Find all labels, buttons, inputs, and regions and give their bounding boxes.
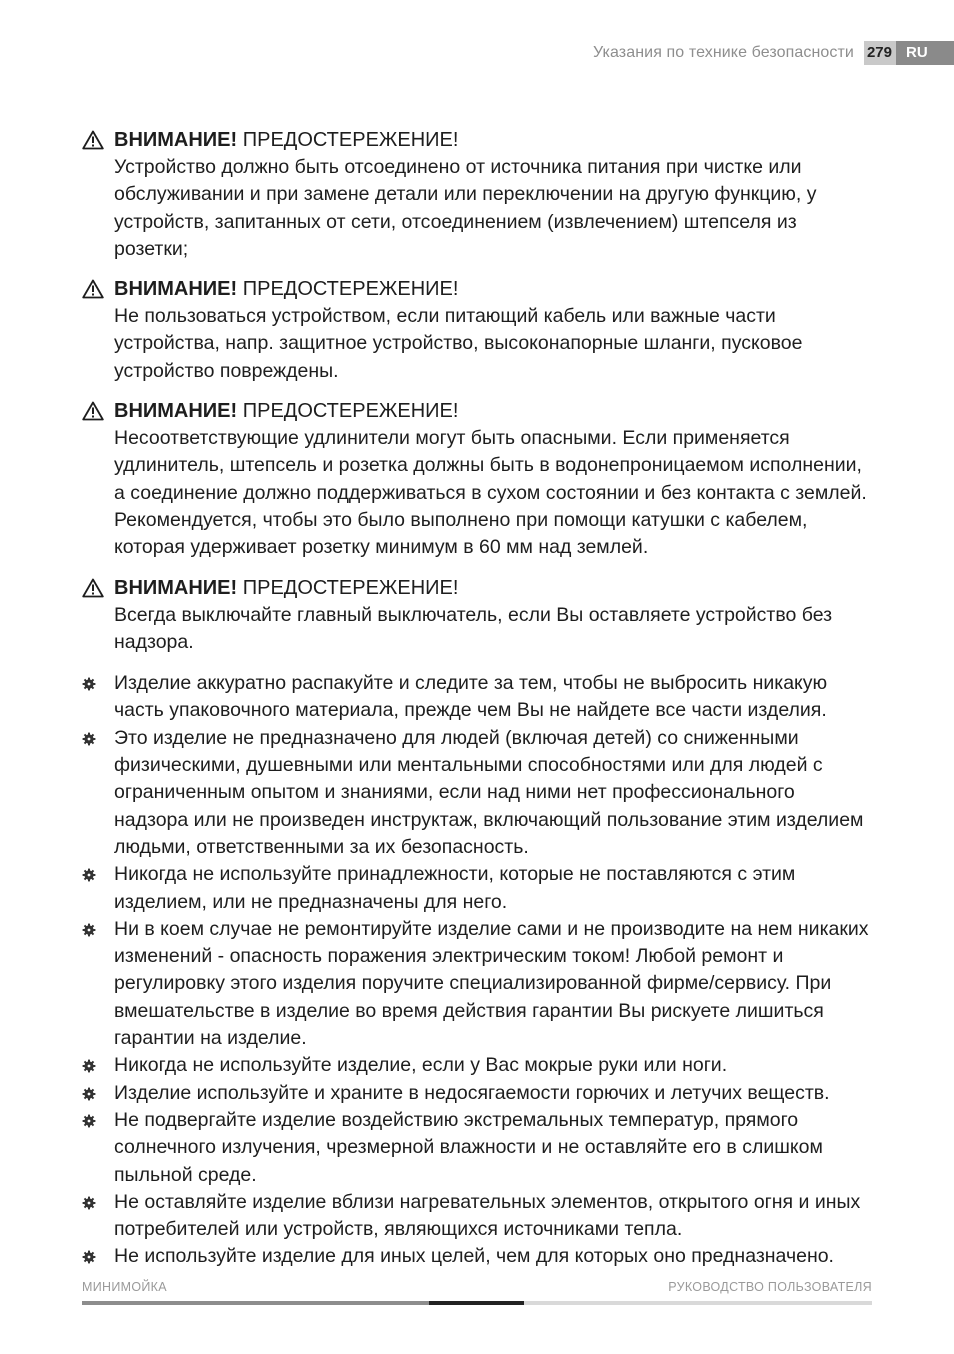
list-item <box>82 1052 872 1079</box>
safety-list <box>82 670 872 1271</box>
gear-bullet-icon <box>82 923 96 937</box>
page-header <box>593 41 954 65</box>
gear-bullet-icon <box>82 1196 96 1210</box>
warning-label: ВНИМАНИЕ! <box>114 576 238 599</box>
warning-triangle-icon <box>82 401 104 421</box>
list-item-text: Не используйте изделие для иных целей, чем для которых оно предназначено. <box>114 1245 834 1268</box>
footer-product-name: МИНИМОЙКА <box>82 1280 167 1294</box>
warning-block <box>82 574 872 657</box>
warning-text: Несоответствующие удлинители могут быть опасными. Если применяется удлинитель, штепсель и розетка должны быть в водонепроницаемом исполнении, а соединение должно поддерживаться в сухом состоянии и без контакта с землей. Рекомендуется, чтобы это было выполнено при помощи катушки с кабелем, которая удерживает розетку минимум в 60 мм над землей. <box>114 427 867 559</box>
list-item <box>82 1080 872 1107</box>
main-content <box>82 126 872 1271</box>
list-item <box>82 861 872 916</box>
list-item-text: Ни в коем случае не ремонтируйте изделие сами и не производите на нем никаких изменений - опасность поражения электрическим током! Любой ремонт и регулировку этого изделия поручите специализированной фирме/сервису. При вмешательстве в изделие во время действия гарантии Вы рискуете лишиться гарантии на изделие. <box>114 917 869 1050</box>
gear-bullet-icon <box>82 677 96 691</box>
list-item-text: Никогда не используйте принадлежности, которые не поставляются с этим изделием, или не предназначены для него. <box>114 863 796 913</box>
warning-heading <box>114 574 872 602</box>
gear-bullet-icon <box>82 1114 96 1128</box>
gear-bullet-icon <box>82 1059 96 1073</box>
footer-bar-segment <box>82 1301 429 1305</box>
warning-heading <box>114 275 872 303</box>
section-title: Указания по технике безопасности <box>592 44 854 61</box>
caution-label: ПРЕДОСТЕРЕЖЕНИЕ! <box>237 400 459 423</box>
list-item <box>82 1107 872 1189</box>
list-item-text: Не подвергайте изделие воздействию экстремальных температур, прямого солнечного излучения, чрезмерной влажности и не оставляйте его в слишком пыльной среде. <box>114 1108 823 1186</box>
warning-triangle-icon <box>82 130 104 150</box>
footer-divider <box>82 1301 872 1305</box>
warning-text: Всегда выключайте главный выключатель, если Вы оставляете устройство без надзора. <box>114 603 833 653</box>
gear-bullet-icon <box>82 732 96 746</box>
warning-block <box>82 397 872 561</box>
caution-label: ПРЕДОСТЕРЕЖЕНИЕ! <box>237 278 459 301</box>
list-item <box>82 670 872 725</box>
list-item-text: Не оставляйте изделие вблизи нагревательных элементов, открытого огня и иных потребителей или устройств, являющихся источниками тепла. <box>114 1190 861 1241</box>
footer-bar-segment <box>429 1301 524 1305</box>
warning-text: Устройство должно быть отсоединено от источника питания при чистке или обслуживании и при замене детали или переключении на другую функцию, у устройств, запитанных от сети, отсоединением (извлечением) штепселя из розетки; <box>114 156 817 260</box>
gear-bullet-icon <box>82 1250 96 1264</box>
caution-label: ПРЕДОСТЕРЕЖЕНИЕ! <box>237 576 459 599</box>
language-badge: RU <box>896 41 954 65</box>
list-item-text: Изделие используйте и храните в недосягаемости горючих и летучих веществ. <box>114 1081 830 1104</box>
warning-block <box>82 126 872 263</box>
list-item-text: Никогда не используйте изделие, если у Вас мокрые руки или ноги. <box>114 1054 728 1077</box>
caution-label: ПРЕДОСТЕРЕЖЕНИЕ! <box>237 129 459 151</box>
warning-heading <box>114 126 872 154</box>
warning-text: Не пользоваться устройством, если питающий кабель или важные части устройства, напр. защитное устройство, высоконапорные шланги, пусковое устройство повреждены. <box>114 305 803 382</box>
warning-triangle-icon <box>82 279 104 299</box>
page-number: 279 <box>864 41 896 65</box>
warning-label: ВНИМАНИЕ! <box>114 278 238 301</box>
list-item-text: Изделие аккуратно распакуйте и следите за тем, чтобы не выбросить никакую часть упаковочного материала, прежде чем Вы не найдете все части изделия. <box>114 672 828 722</box>
gear-bullet-icon <box>82 868 96 882</box>
warning-block <box>82 275 872 385</box>
gear-bullet-icon <box>82 1087 96 1101</box>
footer-bar-segment <box>524 1301 872 1305</box>
footer-document-name: РУКОВОДСТВО ПОЛЬЗОВАТЕЛЯ <box>668 1280 872 1294</box>
warning-heading <box>114 397 872 425</box>
list-item <box>82 725 872 861</box>
warning-triangle-icon <box>82 578 104 598</box>
warning-label: ВНИМАНИЕ! <box>114 400 238 423</box>
warning-label: ВНИМАНИЕ! <box>114 129 238 151</box>
list-item <box>82 916 872 1052</box>
list-item-text: Это изделие не предназначено для людей (включая детей) со сниженными физическими, душевными или ментальными способностями или для людей с ограниченным опытом и знаниями, если над ними нет профессионального надзора или не произведен инструктаж, включающий пользование этим изделием людьми, ответственными за их безопасность. <box>114 726 864 858</box>
list-item <box>82 1189 872 1244</box>
list-item <box>82 1243 872 1270</box>
